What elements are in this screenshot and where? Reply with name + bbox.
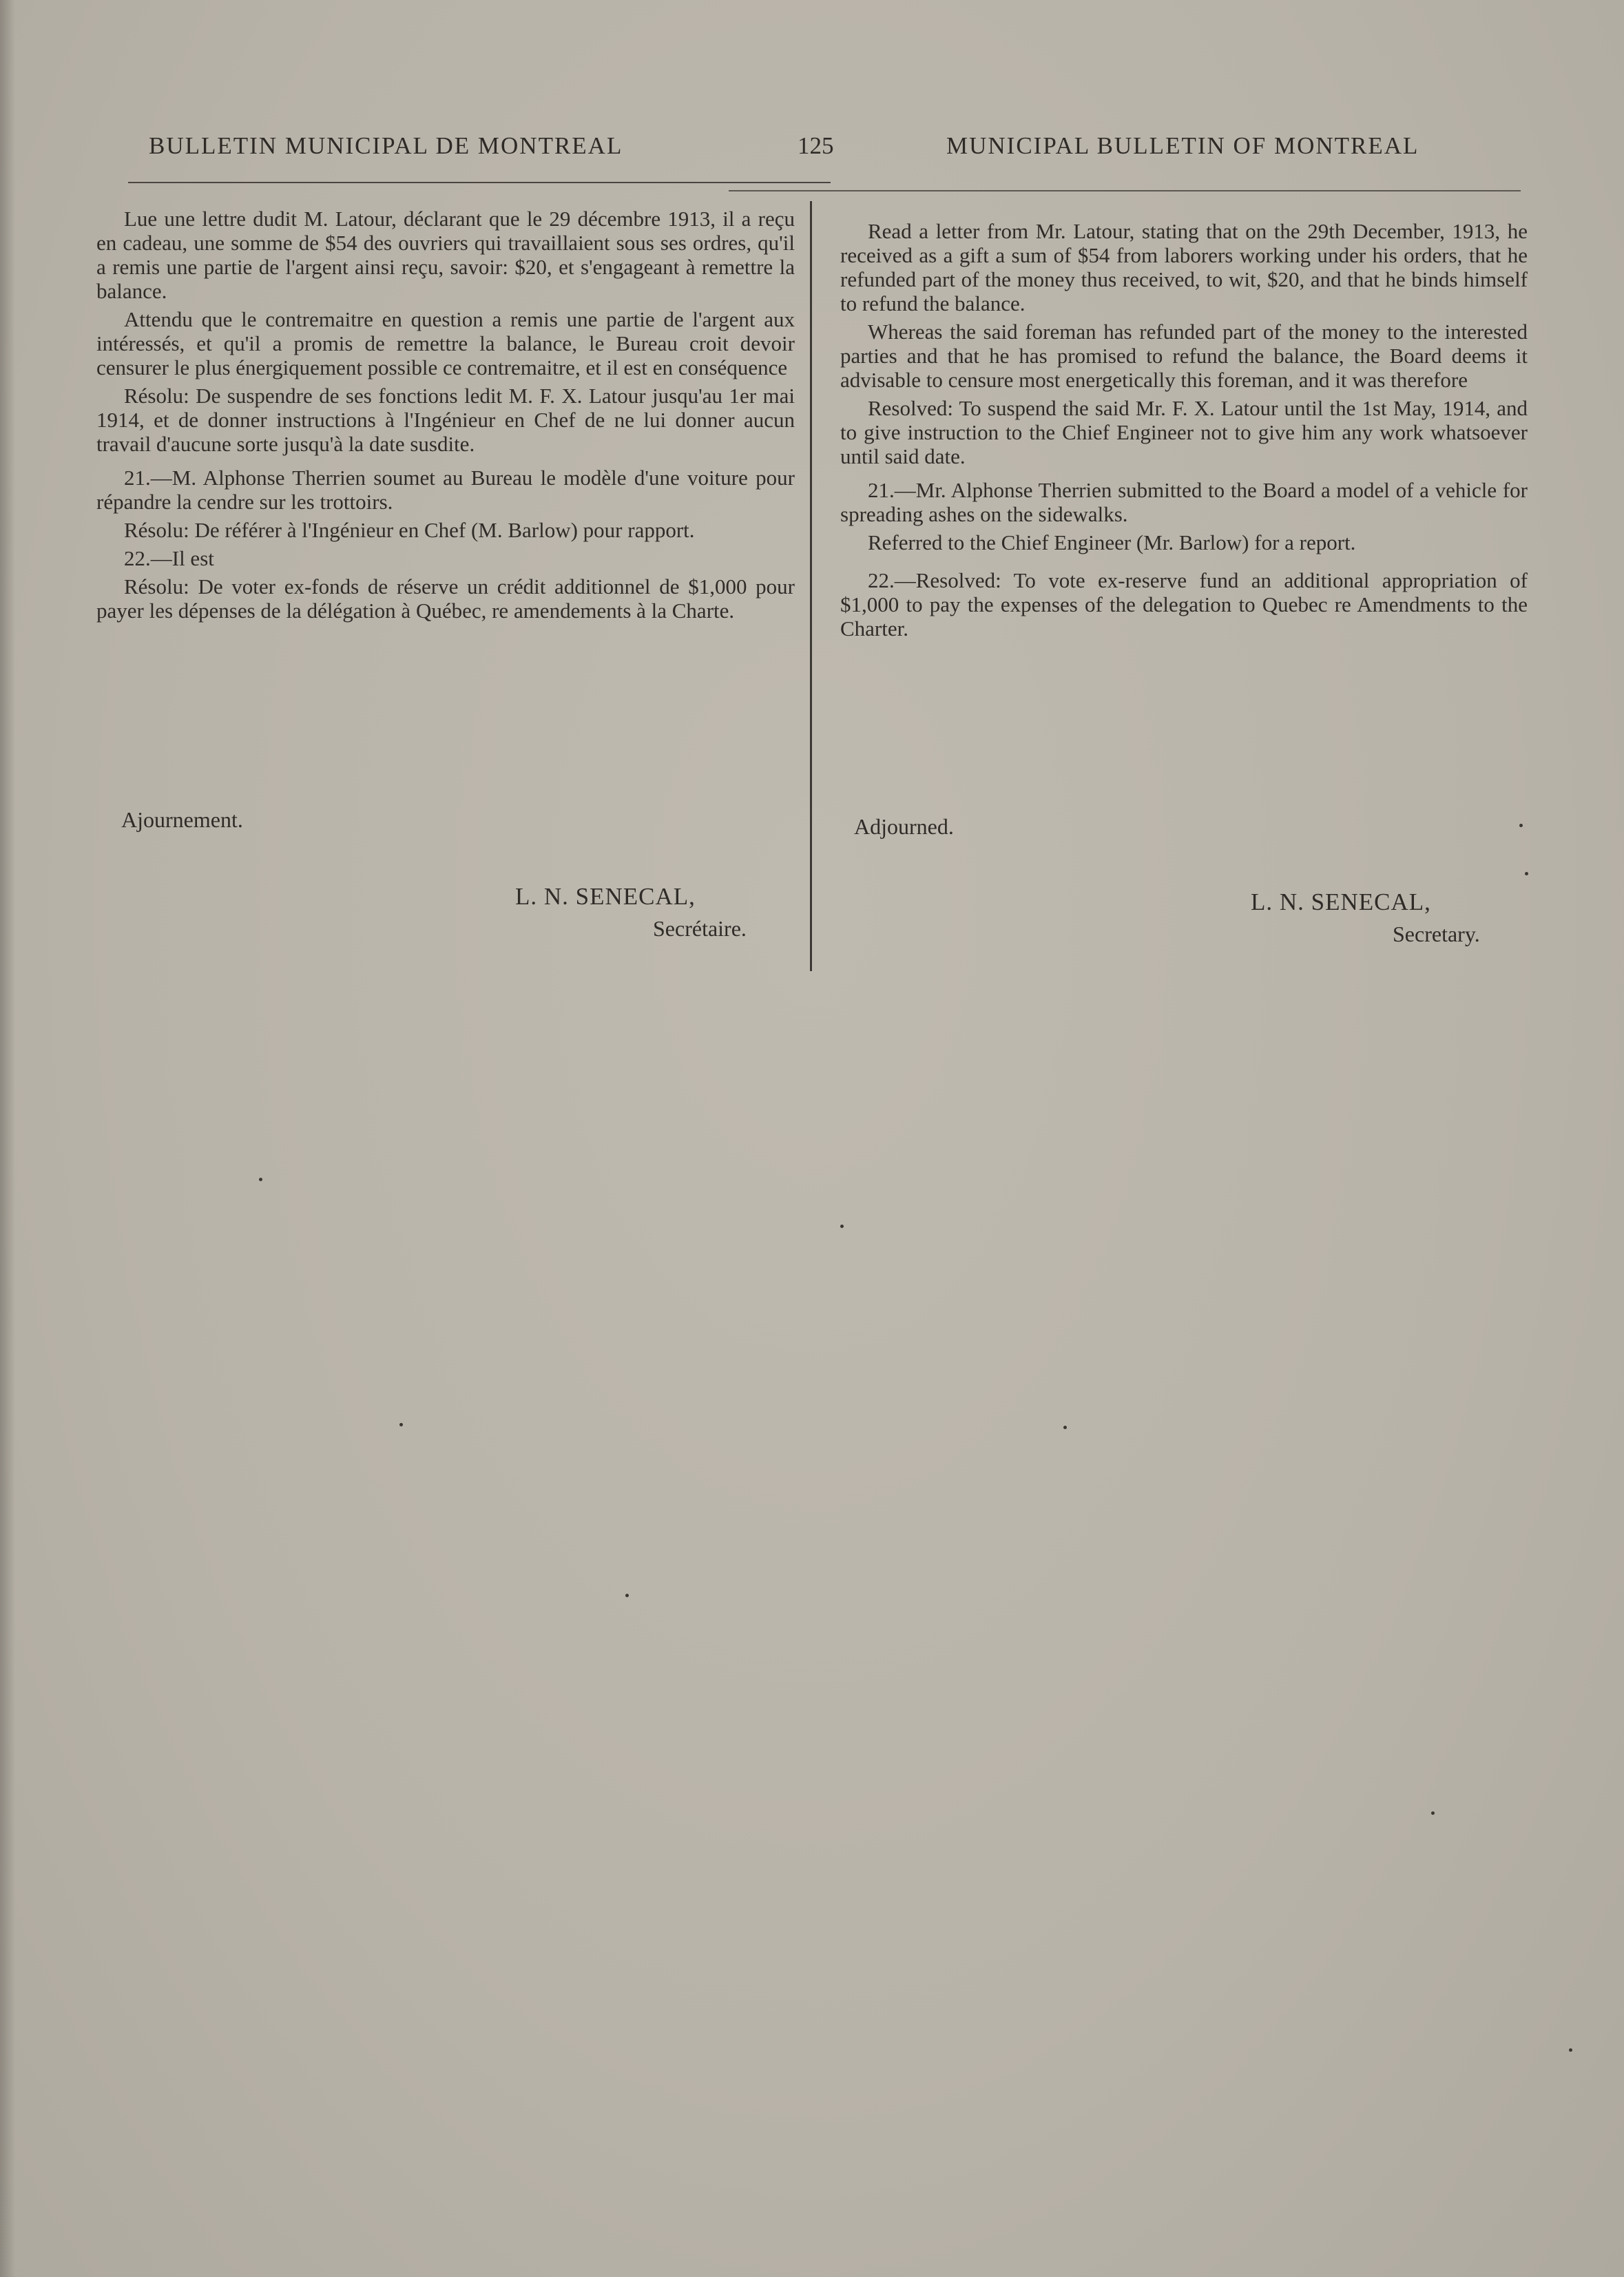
paper-speck: [625, 1594, 629, 1597]
english-signature-title: Secretary.: [1393, 922, 1480, 946]
french-adjournment: Ajournement.: [121, 807, 243, 832]
english-signature-name: L. N. SENECAL,: [1251, 888, 1431, 915]
french-signature-name: L. N. SENECAL,: [515, 883, 696, 910]
header-rule-left: [128, 182, 831, 183]
paper-speck: [399, 1423, 403, 1426]
header-french-title: BULLETIN MUNICIPAL DE MONTREAL: [149, 132, 623, 159]
english-paragraph: Whereas the said foreman has refunded part of the money to the interested parties and that he has promised to refund the balance, the Board deems it advisable to censure most energetically this foreman, and it was therefore: [840, 320, 1528, 392]
paper-speck: [1063, 1426, 1067, 1429]
french-paragraph: Lue une lettre dudit M. Latour, déclarant que le 29 décembre 1913, il a reçu en cadeau, une somme de $54 des ouvriers qui travaillaient sous ses ordres, qu'il a remis une partie de l'argent ainsi reçu, savoir: $20, et s'engageant à remettre la balance.: [96, 207, 795, 303]
french-paragraph: 21.—M. Alphonse Therrien soumet au Bureau le modèle d'une voiture pour répandre la cendre sur les trottoirs.: [96, 466, 795, 514]
english-paragraph: Referred to the Chief Engineer (Mr. Barlow) for a report.: [868, 530, 1356, 554]
paper-speck: [1519, 824, 1523, 827]
paper-speck: [1569, 2048, 1572, 2052]
binding-shadow: [0, 0, 15, 2277]
paper-speck: [1525, 872, 1528, 875]
french-paragraph: Attendu que le contremaitre en question a remis une partie de l'argent aux intéressés, et qu'il a promis de remettre la balance, le Bureau croit devoir censurer le plus énergiquement possible ce contremaitre, et il est en conséquence: [96, 307, 795, 380]
paper-speck: [1431, 1811, 1435, 1815]
english-paragraph: Read a letter from Mr. Latour, stating that on the 29th December, 1913, he received as a gift a sum of $54 from laborers working under his orders, that he refunded part of the money thus received, to wit, $20, and that he binds himself to refund the balance.: [840, 219, 1528, 315]
french-signature-title: Secrétaire.: [653, 916, 747, 941]
column-divider: [810, 201, 812, 971]
paper-speck: [259, 1178, 262, 1181]
french-paragraph: Résolu: De voter ex-fonds de réserve un crédit additionnel de $1,000 pour payer les dépenses de la délégation à Québec, re amendements à la Charte.: [96, 574, 795, 623]
french-paragraph: 22.—Il est: [124, 546, 214, 570]
english-adjournment: Adjourned.: [854, 814, 954, 839]
paper-speck: [840, 1225, 844, 1228]
french-paragraph: Résolu: De suspendre de ses fonctions ledit M. F. X. Latour jusqu'au 1er mai 1914, et de donner instructions à l'Ingénieur en Chef de ne lui donner aucun travail d'aucune sorte jusqu'à la date susdite.: [96, 384, 795, 456]
english-paragraph: Resolved: To suspend the said Mr. F. X. Latour until the 1st May, 1914, and to give instruction to the Chief Engineer not to give him any work whatsoever until said date.: [840, 396, 1528, 468]
header-english-title: MUNICIPAL BULLETIN OF MONTREAL: [946, 132, 1419, 159]
page-number: 125: [798, 132, 834, 159]
english-paragraph: 21.—Mr. Alphonse Therrien submitted to the Board a model of a vehicle for spreading ashes on the sidewalks.: [840, 478, 1528, 526]
french-column: [96, 207, 795, 627]
english-paragraph: 22.—Resolved: To vote ex-reserve fund an additional appropriation of $1,000 to pay the expenses of the delegation to Quebec re Amendments to the Charter.: [840, 568, 1528, 641]
french-paragraph: Résolu: De référer à l'Ingénieur en Chef (M. Barlow) pour rapport.: [124, 518, 695, 542]
header-rule-right: [729, 190, 1521, 191]
english-column: [840, 219, 1528, 645]
